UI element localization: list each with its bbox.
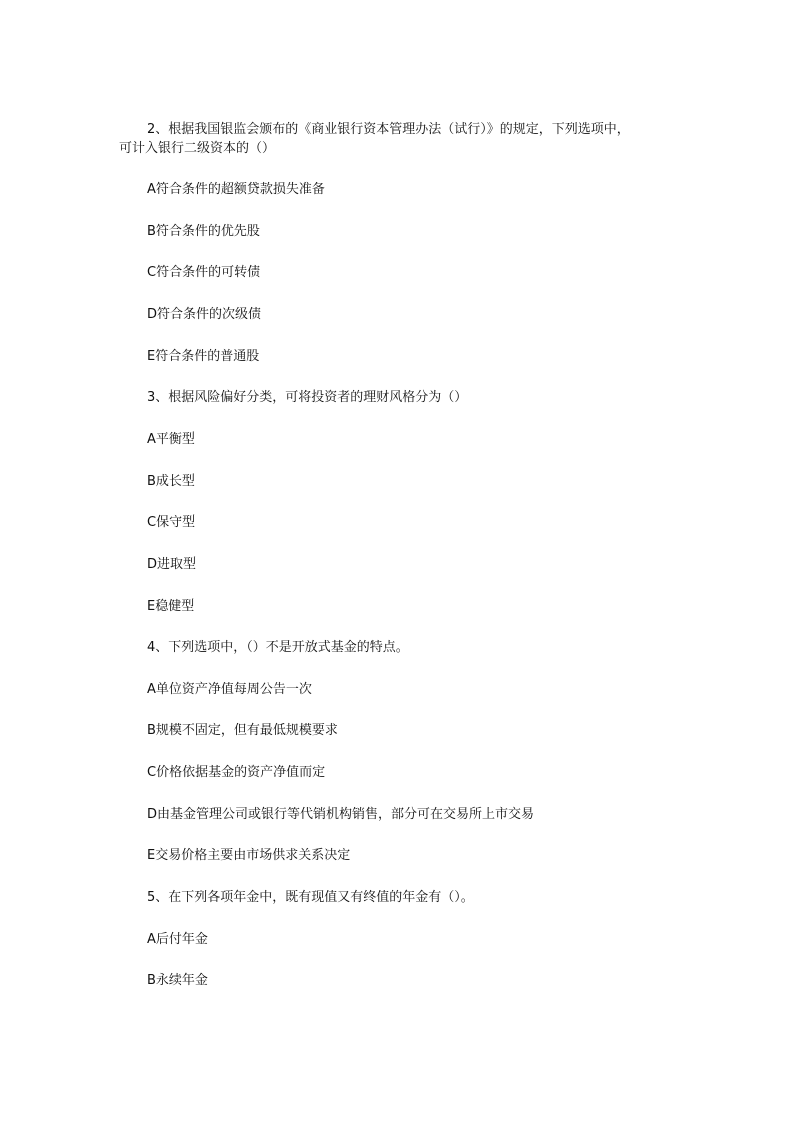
question-3-option-c: C保守型 <box>147 515 196 530</box>
question-4-option-e: E交易价格主要由市场供求关系决定 <box>147 848 351 863</box>
question-2-text-continued: 可计入银行二级资本的（） <box>119 141 276 156</box>
question-5-option-b: B永续年金 <box>147 973 208 988</box>
question-2-option-a: A符合条件的超额贷款损失准备 <box>147 182 325 197</box>
question-4-option-d: D由基金管理公司或银行等代销机构销售，部分可在交易所上市交易 <box>147 807 535 822</box>
question-3-text: 3、根据风险偏好分类，可将投资者的理财风格分为（） <box>147 390 468 405</box>
question-2-option-d: D符合条件的次级债 <box>147 307 262 322</box>
question-4-option-c: C价格依据基金的资产净值而定 <box>147 765 326 780</box>
question-2-option-b: B符合条件的优先股 <box>147 224 260 239</box>
question-3-option-a: A平衡型 <box>147 432 195 447</box>
question-5-text: 5、在下列各项年金中，既有现值又有终值的年金有（）。 <box>147 890 474 905</box>
question-3-option-b: B成长型 <box>147 474 195 489</box>
question-3-option-e: E稳健型 <box>147 599 195 614</box>
question-5-option-a: A后付年金 <box>147 932 208 947</box>
question-4-option-b: B规模不固定，但有最低规模要求 <box>147 723 338 738</box>
question-2-option-c: C符合条件的可转债 <box>147 265 261 280</box>
question-4-text: 4、下列选项中，（）不是开放式基金的特点。 <box>147 640 409 655</box>
question-2-text: 2、根据我国银监会颁布的《商业银行资本管理办法（试行）》的规定，下列选项中， <box>147 122 630 137</box>
question-3-option-d: D进取型 <box>147 557 197 572</box>
question-2-option-e: E符合条件的普通股 <box>147 349 260 364</box>
question-4-option-a: A单位资产净值每周公告一次 <box>147 682 312 697</box>
